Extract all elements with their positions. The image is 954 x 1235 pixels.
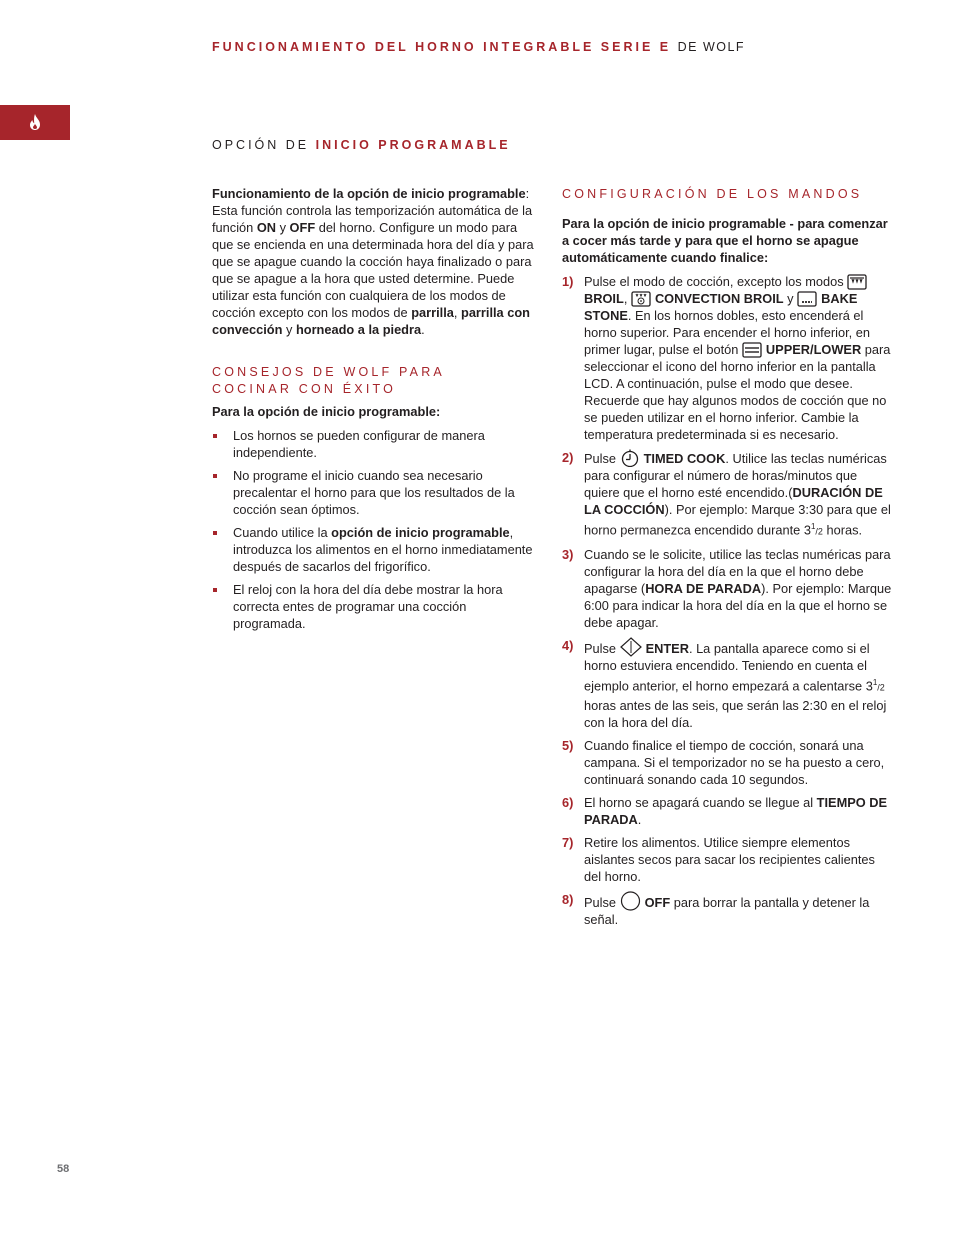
page-title-light: OPCIÓN DE (212, 138, 310, 152)
page-title (212, 138, 511, 152)
bake-stone-label: BAKE STONE (584, 291, 858, 323)
step-text: . La pantalla aparece como si el horno estuviera encendido. Teniendo en cuenta el ejemplo anterior, el horno empezará a calentarse 3 (584, 641, 873, 694)
fraction-denominator: /2 (877, 682, 885, 693)
step-text: Pulse (584, 641, 620, 657)
step-item (562, 546, 892, 631)
off-label: OFF (644, 894, 671, 910)
mode-conv-broil: parrilla con convección (212, 305, 530, 337)
step-number: 2) (562, 450, 574, 465)
intro-text: , (453, 305, 461, 320)
step-number: 1) (562, 274, 574, 289)
tips-heading: CONSEJOS DE WOLF PARA COCINAR CON ÉXITO (212, 365, 445, 396)
step-text: El horno se apagará cuando se llegue al (584, 794, 817, 810)
step-text: , (623, 291, 631, 306)
intro-paragraph (212, 185, 537, 338)
step-text: para borrar la pantalla y detener la señal. (584, 894, 870, 927)
step-number: 8) (562, 891, 574, 907)
list-item (212, 524, 537, 575)
page-title-bold: INICIO PROGRAMABLE (315, 138, 511, 152)
page-number: 58 (57, 1163, 70, 1175)
step-text: . En los hornos dobles, esto encenderá el horno superior. Para encender el horno inferior, en primer lugar, pulse el botón (584, 308, 870, 357)
tip-bold: opción de inicio programable (331, 525, 510, 540)
timed-cook-label: TIMED COOK (643, 451, 726, 466)
running-header (212, 40, 745, 54)
intro-text: y (282, 322, 296, 337)
steps-list (562, 273, 892, 928)
step-text: Cuando se le solicite, utilice las teclas numéricas para configurar la hora del día en la que el horno debe apagarse ( (584, 547, 891, 597)
intro-text: y (276, 220, 290, 235)
step-text: Cuando finalice el tiempo de cocción, sonará una campana. Si el temporizador no se ha puesto a cero, continuará sonando cada 10 segundos. (584, 737, 885, 787)
list-item: El reloj con la hora del día debe mostrar la hora correcta entes de programar una cocción programada. (212, 581, 537, 632)
broil-label: BROIL (584, 291, 624, 306)
upper-lower-icon (742, 342, 762, 358)
step-item (562, 737, 892, 788)
fraction-denominator: /2 (815, 526, 823, 537)
step-text: Pulse el modo de cocción, excepto los modos (584, 274, 848, 289)
stop-time-label: HORA DE PARADA (645, 581, 762, 597)
convection-broil-label: CONVECTION BROIL (654, 291, 784, 306)
step-number: 4) (562, 638, 574, 654)
timed-cook-icon (620, 449, 640, 467)
step-item (562, 273, 892, 443)
step-number: 3) (562, 547, 574, 563)
tip-text: , introduzca los alimentos en el horno inmediatamente después de sacarlos del frigorífico. (233, 525, 533, 574)
intro-text: . (421, 322, 425, 337)
enter-label: ENTER (645, 641, 689, 657)
step-number: 5) (562, 737, 574, 753)
flame-icon (28, 113, 42, 131)
list-item: Los hornos se pueden configurar de manera independiente. (212, 427, 537, 461)
step-text: ). Por ejemplo: Marque 6:00 para indicar la hora del día en la que el horno se debe apagar. (584, 581, 892, 631)
right-column (562, 186, 892, 934)
off-label: OFF (289, 220, 316, 235)
step-item (562, 794, 892, 828)
step-text: horas antes de las seis, que serán las 2:30 en el reloj con la hora del día. (584, 697, 887, 730)
list-item: No programe el inicio cuando sea necesario precalentar el horno para que los resultados de la cocción sean óptimos. (212, 467, 537, 518)
fraction-numerator: 1 (872, 678, 878, 688)
step-text: Pulse (584, 894, 620, 910)
step-number: 6) (562, 794, 574, 810)
intro-lead: Funcionamiento de la opción de inicio programable (212, 186, 526, 201)
upper-lower-label: UPPER/LOWER (765, 342, 862, 357)
stop-time-label: TIEMPO DE PARADA (584, 794, 888, 827)
on-label: ON (256, 220, 277, 235)
step-text: Pulse (584, 451, 620, 466)
bake-stone-icon (797, 291, 817, 307)
mode-bake-stone: horneado a la piedra (295, 322, 422, 337)
controls-lead: Para la opción de inicio programable - para comenzar a cocer más tarde y para que el horno se apague automáticamente cuando finalice: (562, 216, 888, 265)
duration-label: DURACIÓN DE LA COCCIÓN (584, 485, 883, 517)
intro-text: del horno. Configure un modo para que se encienda en una determinada hora del día y para que se apague cuando la cocción haya finalizado o para que se apague a la hora que usted determine. Puede utilizar esta función con cualquiera de los modos de cocción excepto con los modos de (212, 220, 534, 320)
step-text: . Utilice las teclas numéricas para configurar el número de horas/minutos que quiere que el horno esté encendido.( (584, 451, 887, 500)
intro-text: : Esta función controla las temporización automática de la función (212, 186, 533, 235)
step-text: ). Por ejemplo: Marque 3:30 para que el horno permanezca encendido durante 3 (584, 502, 891, 538)
header-brand: DE WOLF (677, 40, 746, 54)
tips-lead: Para la opción de inicio programable: (212, 404, 441, 419)
step-text: horas. (822, 522, 863, 538)
header-title: FUNCIONAMIENTO DEL HORNO INTEGRABLE SERIE E (212, 40, 672, 54)
step-item (562, 449, 892, 540)
section-tab (0, 105, 70, 140)
step-item (562, 637, 892, 730)
mode-broil: parrilla (411, 305, 454, 320)
step-text: Retire los alimentos. Utilice siempre elementos aislantes secos para sacar los recipientes calientes del horno. (584, 834, 875, 884)
broil-icon (847, 274, 867, 290)
tips-list (212, 427, 537, 632)
step-text: y (783, 291, 798, 306)
fraction-numerator: 1 (810, 522, 816, 531)
enter-icon (620, 637, 642, 657)
step-item (562, 834, 892, 885)
left-column (212, 185, 537, 638)
controls-heading: CONFIGURACIÓN DE LOS MANDOS (562, 187, 863, 201)
step-text: . (637, 811, 642, 827)
step-number: 7) (562, 834, 574, 850)
tip-text: Cuando utilice la (233, 525, 332, 540)
off-icon (620, 891, 641, 911)
step-text: para seleccionar el icono del horno inferior en la pantalla LCD. A continuación, pulse el modo que desee. Recuerde que hay algunos modos de cocción que no se pueden utilizar en el horno inferior. Cambie la temperatura predeterminada si es necesario. (584, 342, 891, 442)
convection-broil-icon (631, 291, 651, 307)
step-item (562, 891, 892, 928)
